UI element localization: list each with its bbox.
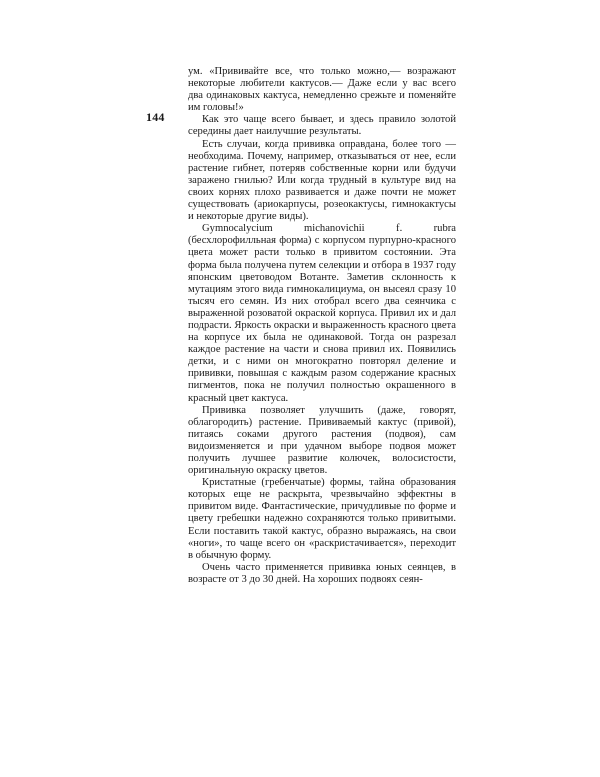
paragraph: ум. «Прививайте все, что только можно,— возражают некоторые любители кактусов.— Даже если у вас всего два одинаковых кактуса, немедленно срежьте и поменяйте им головы!» <box>188 66 456 114</box>
paragraph: Как это чаще всего бывает, и здесь правило золотой середины дает наилучшие результаты. <box>188 114 456 138</box>
paragraph: Очень часто применяется прививка юных сеянцев, в возрасте от 3 до 30 дней. На хороших подвоях сеян- <box>188 561 456 585</box>
body-text <box>188 66 456 586</box>
page-number: 144 <box>146 110 165 124</box>
paragraph: Есть случаи, когда прививка оправдана, более того — необходима. Почему, например, отказываться от нее, если растение гибнет, потеряв собственные корни или будучи заражено гнилью? Или когда трудный в культуре вид на своих корнях плохо развивается и даже почти не может существовать (ариокарпусы, розеокактусы, гимнокактусы и некоторые другие виды). <box>188 138 456 223</box>
paragraph: Gymnocalycium michanovichii f. rubra (бесхлорофилльная форма) с корпусом пурпурно-красного цвета может расти только в привитом состоянии. Эта форма была получена путем селекции и отбора в 1937 году японским цветоводом Вотанте. Заметив склонность к мутациям этого вида гимнокалициума, он высеял сразу 10 тысяч его семян. Из них отобрал всего два сеянчика с выраженной розоватой окраской корпуса. Привил их и дал подрасти. Яркость окраски и выраженность красного цвета на корпусе их была не одинаковой. Тогда он разрезал каждое растение на части и снова привил их. Появились детки, и с ними он многократно повторял деление и прививки, повышая с каждым разом содержание красных пигментов, пока не получил полностью окрашенного в красный цвет кактуса. <box>188 223 456 404</box>
paragraph: Прививка позволяет улучшить (даже, говорят, облагородить) растение. Прививаемый кактус (привой), питаясь соками другого растения (подвоя), сам видоизменяется и при удачном выборе подвоя может получить лучшее развитие колючек, волосистости, оригинальную окраску цветов. <box>188 404 456 477</box>
paragraph: Кристатные (гребенчатые) формы, тайна образования которых еще не раскрыта, чрезвычайно эффектны в привитом виде. Фантастические, причудливые по форме и цвету гребешки надежно сохраняются только привитыми. Если поставить такой кактус, образно выражаясь, на свои «ноги», то чаще всего он «раскристачивается», переходит в обычную форму. <box>188 477 456 561</box>
